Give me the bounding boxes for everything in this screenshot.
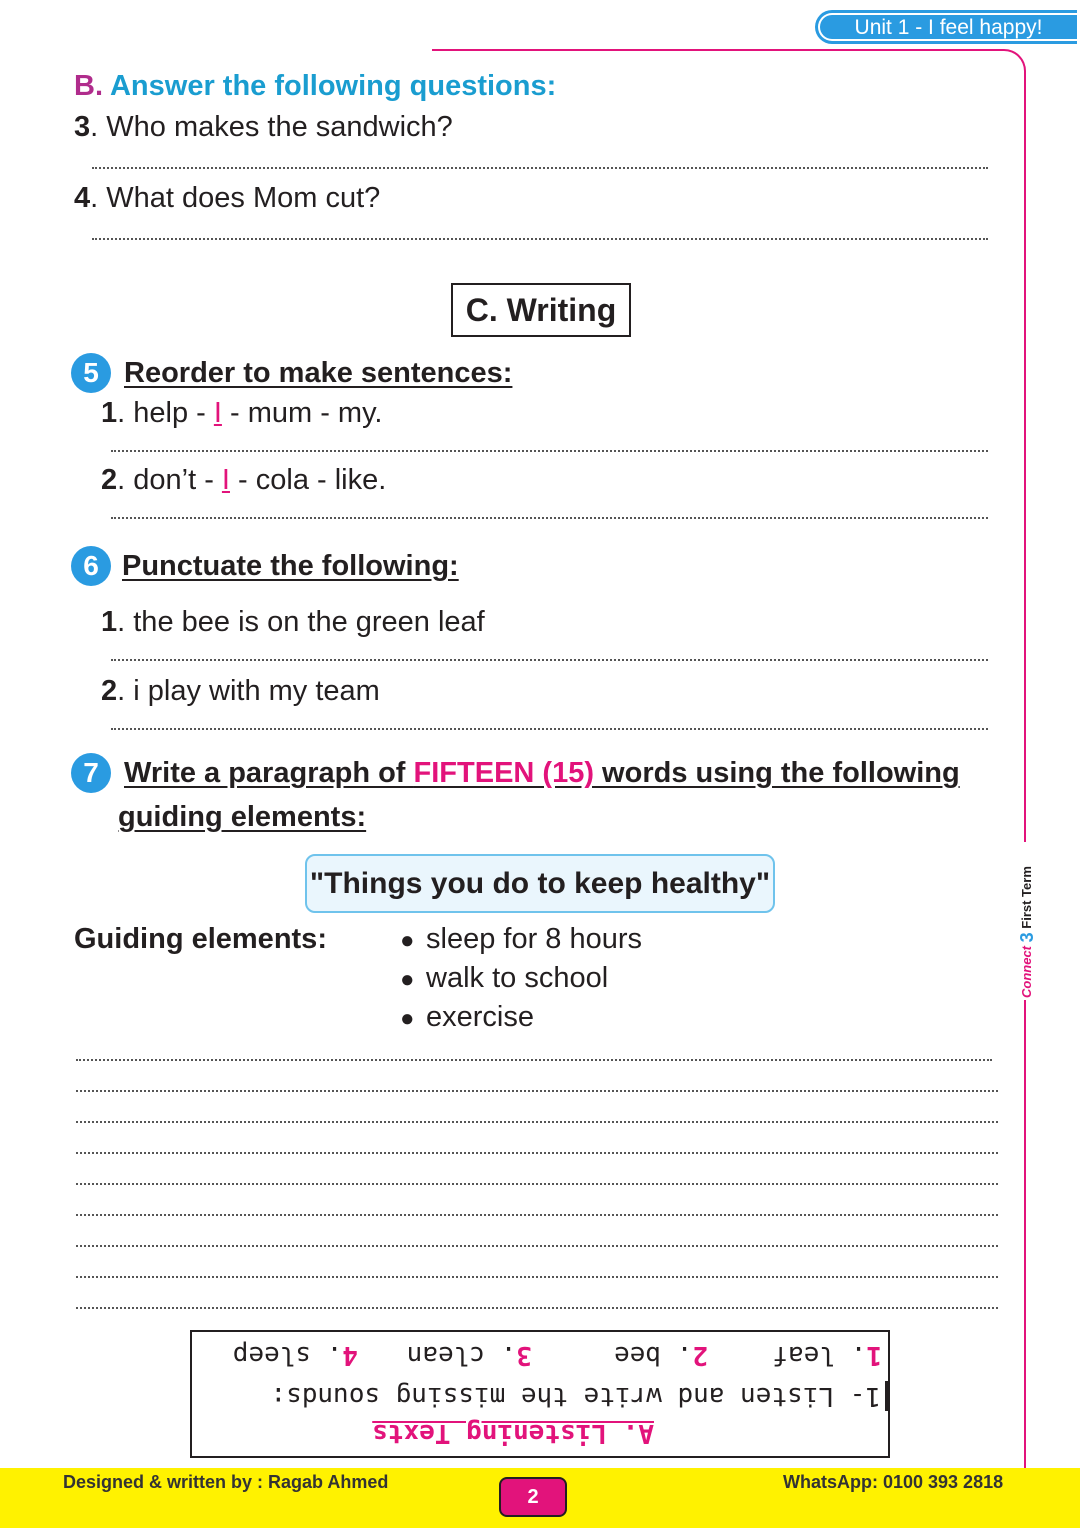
item-text-after: - mum - my. bbox=[221, 397, 383, 429]
answer-line[interactable] bbox=[92, 167, 988, 169]
writing-line[interactable] bbox=[76, 1245, 998, 1247]
section-c-title: C. Writing bbox=[451, 283, 631, 337]
punctuate-item-1 bbox=[101, 606, 485, 639]
bullet-icon: ● bbox=[400, 1005, 415, 1032]
exercise-number-5: 5 bbox=[71, 353, 111, 393]
item-text-before: . help - bbox=[117, 397, 214, 429]
page-number: 2 bbox=[499, 1477, 567, 1517]
punctuate-item-2 bbox=[101, 675, 380, 708]
guiding-item-text: sleep for 8 hours bbox=[426, 923, 643, 955]
item-number: 2 bbox=[101, 464, 118, 496]
exercise-7-title bbox=[124, 757, 960, 790]
answer-line[interactable] bbox=[111, 728, 988, 730]
unit-title: Unit 1 - I feel happy! bbox=[818, 13, 1077, 41]
question-text: . Who makes the sandwich? bbox=[90, 111, 453, 143]
item-number: 2 bbox=[101, 675, 118, 707]
item-text: . the bee is on the green leaf bbox=[117, 606, 485, 638]
writing-line[interactable] bbox=[76, 1152, 998, 1154]
guiding-item bbox=[400, 1001, 534, 1034]
writing-line[interactable] bbox=[76, 1183, 998, 1185]
item-text-before: . don’t - bbox=[117, 464, 222, 496]
question-4 bbox=[74, 182, 380, 215]
question-number: 3 bbox=[74, 111, 91, 143]
item-text: . i play with my team bbox=[117, 675, 380, 707]
topic-box: "Things you do to keep healthy" bbox=[305, 854, 775, 913]
item-highlight: I bbox=[221, 464, 230, 496]
word-text: . leaf bbox=[772, 1340, 867, 1370]
answer-line[interactable] bbox=[92, 238, 988, 240]
listening-word bbox=[772, 1340, 882, 1370]
pink-border-right-lower bbox=[1024, 1000, 1026, 1468]
listening-instruction: 1- Listen and write the missing sounds: bbox=[271, 1381, 888, 1411]
bullet-icon: ● bbox=[400, 927, 415, 954]
writing-line[interactable] bbox=[76, 1121, 998, 1123]
guiding-label: Guiding elements: bbox=[74, 923, 327, 955]
section-b-letter: B. bbox=[74, 70, 103, 102]
footer-contact: WhatsApp: 0100 393 2818 bbox=[783, 1472, 1004, 1492]
word-number: 4 bbox=[342, 1340, 358, 1370]
section-b-heading bbox=[74, 70, 556, 103]
answer-line[interactable] bbox=[111, 659, 988, 661]
exercise-number-6: 6 bbox=[71, 546, 111, 586]
word-text: . bee bbox=[614, 1340, 693, 1370]
guiding-item bbox=[400, 923, 642, 956]
listening-word bbox=[233, 1340, 358, 1370]
writing-line[interactable] bbox=[76, 1214, 998, 1216]
exercise-7-title-line2: guiding elements: bbox=[118, 801, 367, 833]
brand-logo: Connect bbox=[1019, 946, 1034, 998]
item-number: 1 bbox=[101, 397, 118, 429]
listening-word bbox=[614, 1340, 708, 1370]
guiding-item-text: walk to school bbox=[426, 962, 609, 994]
bullet-icon: ● bbox=[400, 966, 415, 993]
exercise-6-title: Punctuate the following: bbox=[122, 550, 459, 582]
brand-number: 3 bbox=[1017, 932, 1037, 943]
question-text: . What does Mom cut? bbox=[90, 182, 381, 214]
writing-line[interactable] bbox=[76, 1307, 998, 1309]
word-number: 3 bbox=[516, 1340, 532, 1370]
writing-line[interactable] bbox=[76, 1276, 998, 1278]
answer-line[interactable] bbox=[111, 517, 988, 519]
item-number: 1 bbox=[101, 606, 118, 638]
question-number: 4 bbox=[74, 182, 91, 214]
unit-tab bbox=[815, 10, 1077, 44]
exercise-5-title: Reorder to make sentences: bbox=[124, 357, 513, 389]
title-end: words using the following bbox=[594, 757, 960, 789]
answer-line[interactable] bbox=[111, 450, 988, 452]
pink-border-top bbox=[432, 49, 1004, 51]
title-start: Write a paragraph of bbox=[124, 757, 414, 789]
word-text: . sleep bbox=[232, 1340, 343, 1370]
guiding-item bbox=[400, 962, 608, 995]
word-number: 1 bbox=[866, 1340, 882, 1370]
pink-border-right bbox=[1024, 72, 1026, 842]
reorder-item-2 bbox=[101, 464, 386, 497]
listening-answer-box bbox=[190, 1330, 890, 1458]
writing-line[interactable] bbox=[76, 1059, 992, 1061]
reorder-item-1 bbox=[101, 397, 382, 430]
listening-word bbox=[407, 1340, 532, 1370]
question-3 bbox=[74, 111, 453, 144]
side-brand bbox=[1014, 846, 1040, 998]
word-text: . clean bbox=[406, 1340, 517, 1370]
listening-title: A. Listening Texts bbox=[372, 1418, 654, 1448]
title-highlight: FIFTEEN (15) bbox=[413, 757, 594, 789]
brand-term: First Term bbox=[1019, 866, 1034, 929]
guiding-item-text: exercise bbox=[426, 1001, 534, 1033]
pink-border-corner bbox=[1000, 49, 1026, 75]
item-highlight: I bbox=[213, 397, 222, 429]
writing-line[interactable] bbox=[76, 1090, 998, 1092]
item-text-after: - cola - like. bbox=[229, 464, 387, 496]
footer-author: Designed & written by : Ragab Ahmed bbox=[63, 1472, 389, 1492]
word-number: 2 bbox=[692, 1340, 708, 1370]
section-b-title: Answer the following questions: bbox=[109, 70, 557, 102]
exercise-number-7: 7 bbox=[71, 753, 111, 793]
